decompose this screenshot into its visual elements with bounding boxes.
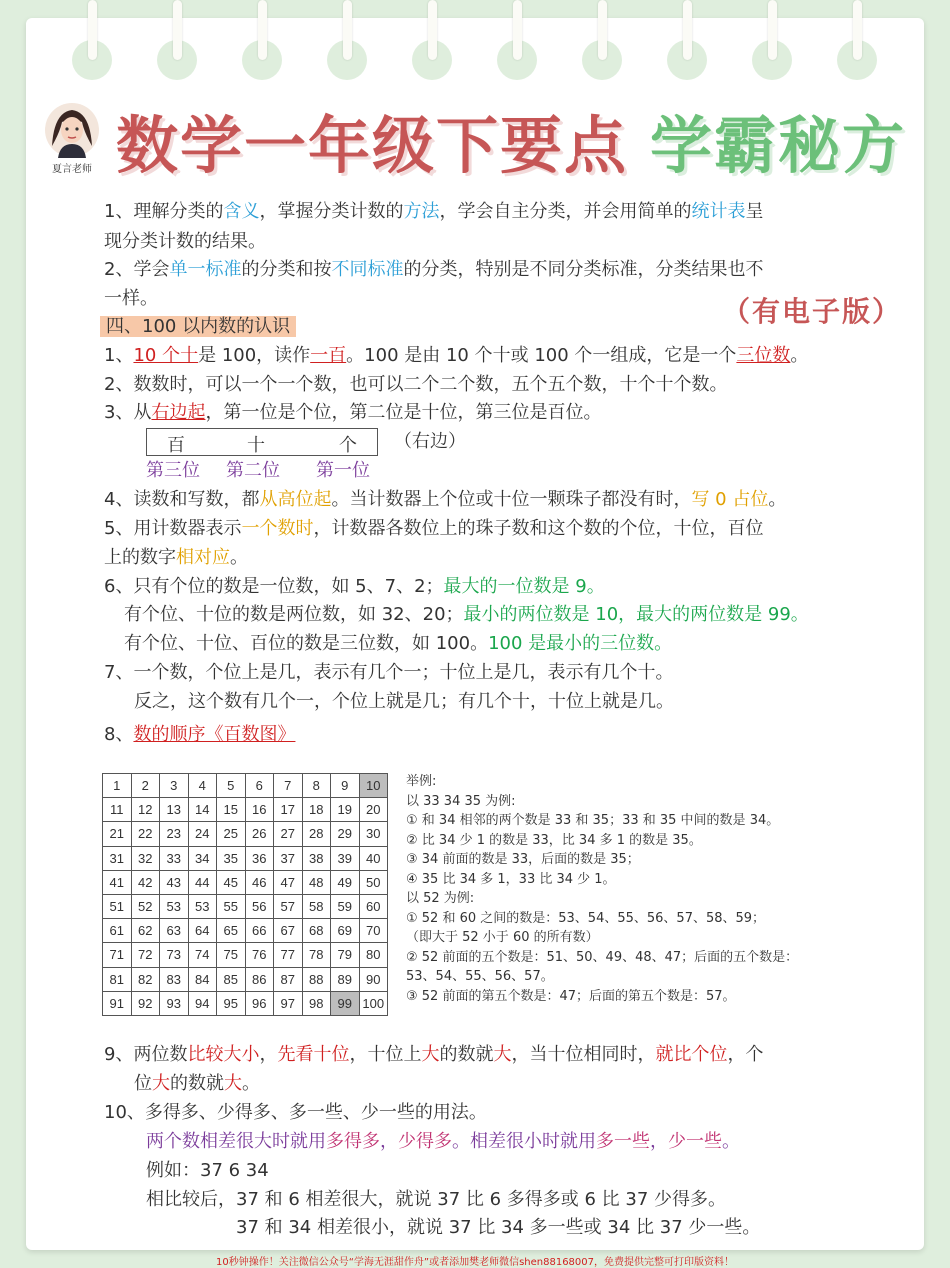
hundred-chart-cell: 28 <box>302 822 331 846</box>
hundred-chart-cell: 96 <box>245 991 274 1015</box>
hundred-chart-cell: 95 <box>217 991 246 1015</box>
tens-label: 十 <box>247 435 265 456</box>
section-item-5-line-1: 5、用计数器表示一个数时，计数器各数位上的珠子数和这个数的个位，十位，百位 <box>104 518 764 539</box>
hundred-chart-cell: 51 <box>103 894 132 918</box>
hundred-chart-cell: 79 <box>331 943 360 967</box>
hundred-chart-cell: 12 <box>131 798 160 822</box>
hundred-chart-cell: 78 <box>302 943 331 967</box>
hundred-chart-cell: 53 <box>160 894 189 918</box>
section-item-9-line-1: 9、两位数比较大小，先看十位，十位上大的数就大，当十位相同时，就比个位，个 <box>104 1044 764 1065</box>
hundred-chart-row <box>103 822 388 846</box>
title-main: 数学一年级下要点 <box>116 109 629 182</box>
hundred-chart-cell: 29 <box>331 822 360 846</box>
hundred-chart-cell: 39 <box>331 846 360 870</box>
hundred-chart-cell: 59 <box>331 894 360 918</box>
hundred-chart-cell: 45 <box>217 870 246 894</box>
example-line: ① 和 34 相邻的两个数是 33 和 35；33 和 35 中间的数是 34。 <box>406 813 780 828</box>
hundred-chart-cell: 38 <box>302 846 331 870</box>
footer-notice: 10秒钟操作！关注微信公众号“学海无涯甜作舟”或者添加樊老师微信shen88168007，免费提供完整可打印版资料！ <box>215 1257 735 1268</box>
example-line: （即大于 52 小于 60 的所有数） <box>406 930 599 945</box>
second-digit-label: 第二位 <box>226 460 280 481</box>
hundred-chart-cell: 27 <box>274 822 303 846</box>
hundred-chart-row <box>103 846 388 870</box>
item-1-line-1: 1、理解分类的含义，掌握分类计数的方法，学会自主分类，并会用简单的统计表呈 <box>104 201 764 222</box>
hundred-chart-cell: 57 <box>274 894 303 918</box>
section-item-10-line-5: 37 和 34 相差很小，就说 37 比 34 多一些或 34 比 37 少一些。 <box>236 1217 761 1238</box>
hundred-chart-cell: 70 <box>359 919 388 943</box>
hundred-chart-cell: 46 <box>245 870 274 894</box>
hundred-chart-cell: 89 <box>331 967 360 991</box>
hundred-chart-cell: 86 <box>245 967 274 991</box>
hundred-chart <box>102 773 388 1016</box>
hundred-chart-cell: 30 <box>359 822 388 846</box>
hundred-chart-cell: 5 <box>217 774 246 798</box>
hundred-chart-cell: 47 <box>274 870 303 894</box>
section-item-9-line-2: 位大的数就大。 <box>134 1073 260 1094</box>
hundred-chart-cell: 97 <box>274 991 303 1015</box>
section-item-10-line-1: 10、多得多、少得多、多一些、少一些的用法。 <box>104 1102 487 1123</box>
hundred-chart-cell: 53 <box>188 894 217 918</box>
hundred-chart-row <box>103 919 388 943</box>
hundred-chart-cell: 67 <box>274 919 303 943</box>
hundred-chart-cell: 56 <box>245 894 274 918</box>
hundred-chart-cell: 100 <box>359 991 388 1015</box>
edition-label: （有电子版） <box>721 295 902 328</box>
hundred-chart-cell: 8 <box>302 774 331 798</box>
item-2-line-2: 一样。 <box>104 288 158 309</box>
section-item-10-line-4: 相比较后，37 和 6 相差很大，就说 37 比 6 多得多或 6 比 37 少得多。 <box>146 1189 727 1210</box>
hundred-chart-cell: 98 <box>302 991 331 1015</box>
hundred-chart-cell: 23 <box>160 822 189 846</box>
hundred-chart-cell: 49 <box>331 870 360 894</box>
title-accent: 学霸秘方 <box>650 109 907 182</box>
section-item-2: 2、数数时，可以一个一个数，也可以二个二个数，五个五个数，十个十个数。 <box>104 374 728 395</box>
hundred-chart-cell: 62 <box>131 919 160 943</box>
hundred-chart-cell: 82 <box>131 967 160 991</box>
example-line: ② 52 前面的五个数是：51、50、49、48、47；后面的五个数是： <box>406 949 799 965</box>
hundred-chart-cell: 83 <box>160 967 189 991</box>
hundred-chart-row <box>103 943 388 967</box>
hundred-chart-cell: 15 <box>217 798 246 822</box>
hundred-chart-cell: 16 <box>245 798 274 822</box>
section-item-5-line-2: 上的数字相对应。 <box>104 547 248 568</box>
example-line: 53、54、55、56、57。 <box>406 969 554 984</box>
hundred-chart-cell: 72 <box>131 943 160 967</box>
hundred-chart-row <box>103 967 388 991</box>
hundred-chart-cell: 76 <box>245 943 274 967</box>
hundred-chart-cell: 10 <box>359 774 388 798</box>
hundred-chart-cell: 75 <box>217 943 246 967</box>
hundred-chart-cell: 44 <box>188 870 217 894</box>
hundred-chart-cell: 90 <box>359 967 388 991</box>
hundred-chart-row <box>103 894 388 918</box>
hundred-chart-cell: 94 <box>188 991 217 1015</box>
hundred-chart-cell: 77 <box>274 943 303 967</box>
hundred-chart-cell: 4 <box>188 774 217 798</box>
hundred-chart-cell: 85 <box>217 967 246 991</box>
hundred-chart-cell: 18 <box>302 798 331 822</box>
hundred-chart-cell: 33 <box>160 846 189 870</box>
hundred-chart-cell: 74 <box>188 943 217 967</box>
hundred-chart-cell: 93 <box>160 991 189 1015</box>
hundred-chart-cell: 1 <box>103 774 132 798</box>
hundred-chart-cell: 20 <box>359 798 388 822</box>
hundred-chart-cell: 92 <box>131 991 160 1015</box>
section-item-1: 1、10 个十是 100，读作一百。100 是由 10 个十或 100 个一组成，它是一个三位数。 <box>104 345 809 366</box>
section-item-6-line-1: 6、只有个位的数是一位数，如 5、7、2；最大的一位数是 9。 <box>104 576 605 597</box>
hundred-chart-cell: 48 <box>302 870 331 894</box>
page-title <box>116 96 906 185</box>
hundred-chart-cell: 24 <box>188 822 217 846</box>
example-line: ③ 52 前面的第五个数是：47；后面的第五个数是：57。 <box>406 988 736 1004</box>
hundred-chart-cell: 40 <box>359 846 388 870</box>
hundred-chart-cell: 84 <box>188 967 217 991</box>
hundred-chart-cell: 31 <box>103 846 132 870</box>
example-line: 举例: <box>406 774 437 789</box>
hundred-chart-cell: 36 <box>245 846 274 870</box>
hundreds-label: 百 <box>167 435 185 456</box>
hundred-chart-cell: 55 <box>217 894 246 918</box>
section-item-7-line-2: 反之，这个数有几个一，个位上就是几；有几个十，十位上就是几。 <box>134 691 674 712</box>
hundred-chart-row <box>103 991 388 1015</box>
hundred-chart-cell: 26 <box>245 822 274 846</box>
hundred-chart-row <box>103 798 388 822</box>
place-value-box <box>146 428 378 456</box>
hundred-chart-cell: 19 <box>331 798 360 822</box>
section-item-4: 4、读数和写数，都从高位起。当计数器上个位或十位一颗珠子都没有时，写 0 占位。 <box>104 489 787 510</box>
hundred-chart-cell: 17 <box>274 798 303 822</box>
hundred-chart-cell: 52 <box>131 894 160 918</box>
hundred-chart-cell: 50 <box>359 870 388 894</box>
hundred-chart-cell: 99 <box>331 991 360 1015</box>
hundred-chart-cell: 34 <box>188 846 217 870</box>
right-side-label: （右边） <box>394 431 466 452</box>
hundred-chart-row <box>103 870 388 894</box>
hundred-chart-cell: 43 <box>160 870 189 894</box>
section-item-6-line-2: 有个位、十位的数是两位数，如 32、20；最小的两位数是 10，最大的两位数是 99。 <box>124 604 809 625</box>
hundred-chart-cell: 13 <box>160 798 189 822</box>
hundred-chart-row <box>103 774 388 798</box>
ones-label: 个 <box>339 435 357 456</box>
item-2-line-1: 2、学会单一标准的分类和按不同标准的分类，特别是不同分类标准，分类结果也不 <box>104 259 764 280</box>
hundred-chart-cell: 37 <box>274 846 303 870</box>
hundred-chart-cell: 71 <box>103 943 132 967</box>
hundred-chart-cell: 41 <box>103 870 132 894</box>
example-line: ④ 35 比 34 多 1，33 比 34 少 1。 <box>406 871 616 887</box>
hundred-chart-cell: 32 <box>131 846 160 870</box>
hundred-chart-cell: 3 <box>160 774 189 798</box>
hundred-chart-cell: 69 <box>331 919 360 943</box>
example-line: 以 52 为例: <box>406 891 475 906</box>
hundred-chart-cell: 25 <box>217 822 246 846</box>
section-item-8: 8、数的顺序《百数图》 <box>104 724 296 745</box>
hundred-chart-cell: 91 <box>103 991 132 1015</box>
item-1-line-2: 现分类计数的结果。 <box>104 231 266 252</box>
section-item-10-line-3: 例如：37 6 34 <box>146 1160 269 1181</box>
hundred-chart-cell: 87 <box>274 967 303 991</box>
hundred-chart-cell: 61 <box>103 919 132 943</box>
hundred-chart-cell: 81 <box>103 967 132 991</box>
hundred-chart-cell: 7 <box>274 774 303 798</box>
hundred-chart-cell: 68 <box>302 919 331 943</box>
example-line: ② 比 34 少 1 的数是 33，比 34 多 1 的数是 35。 <box>406 832 702 848</box>
example-line: ① 52 和 60 之间的数是：53、54、55、56、57、58、59； <box>406 910 766 926</box>
hundred-chart-cell: 73 <box>160 943 189 967</box>
hundred-chart-cell: 60 <box>359 894 388 918</box>
hundred-chart-cell: 42 <box>131 870 160 894</box>
section-heading: 四、100 以内数的认识 <box>104 314 296 340</box>
avatar <box>44 102 100 158</box>
section-item-6-line-3: 有个位、十位、百位的数是三位数，如 100。100 是最小的三位数。 <box>124 633 673 654</box>
hundred-chart-cell: 58 <box>302 894 331 918</box>
hundred-chart-cell: 9 <box>331 774 360 798</box>
hundred-chart-cell: 64 <box>188 919 217 943</box>
example-line: ③ 34 前面的数是 33，后面的数是 35； <box>406 852 640 867</box>
section-item-3: 3、从右边起，第一位是个位，第二位是十位，第三位是百位。 <box>104 402 602 423</box>
hundred-chart-cell: 66 <box>245 919 274 943</box>
section-item-10-line-2: 两个数相差很大时就用多得多，少得多。相差很小时就用多一些，少一些。 <box>146 1131 740 1152</box>
hundred-chart-cell: 11 <box>103 798 132 822</box>
third-digit-label: 第三位 <box>146 460 200 481</box>
hundred-chart-cell: 2 <box>131 774 160 798</box>
hundred-chart-cell: 63 <box>160 919 189 943</box>
hundred-chart-cell: 22 <box>131 822 160 846</box>
hundred-chart-cell: 80 <box>359 943 388 967</box>
hundred-chart-cell: 14 <box>188 798 217 822</box>
hundred-chart-cell: 21 <box>103 822 132 846</box>
hundred-chart-cell: 35 <box>217 846 246 870</box>
first-digit-label: 第一位 <box>316 460 370 481</box>
section-item-7-line-1: 7、一个数，个位上是几，表示有几个一；十位上是几，表示有几个十。 <box>104 662 674 683</box>
avatar-label: 夏言老师 <box>52 164 92 175</box>
hundred-chart-cell: 6 <box>245 774 274 798</box>
hundred-chart-cell: 65 <box>217 919 246 943</box>
example-line: 以 33 34 35 为例: <box>406 793 516 809</box>
hundred-chart-cell: 88 <box>302 967 331 991</box>
